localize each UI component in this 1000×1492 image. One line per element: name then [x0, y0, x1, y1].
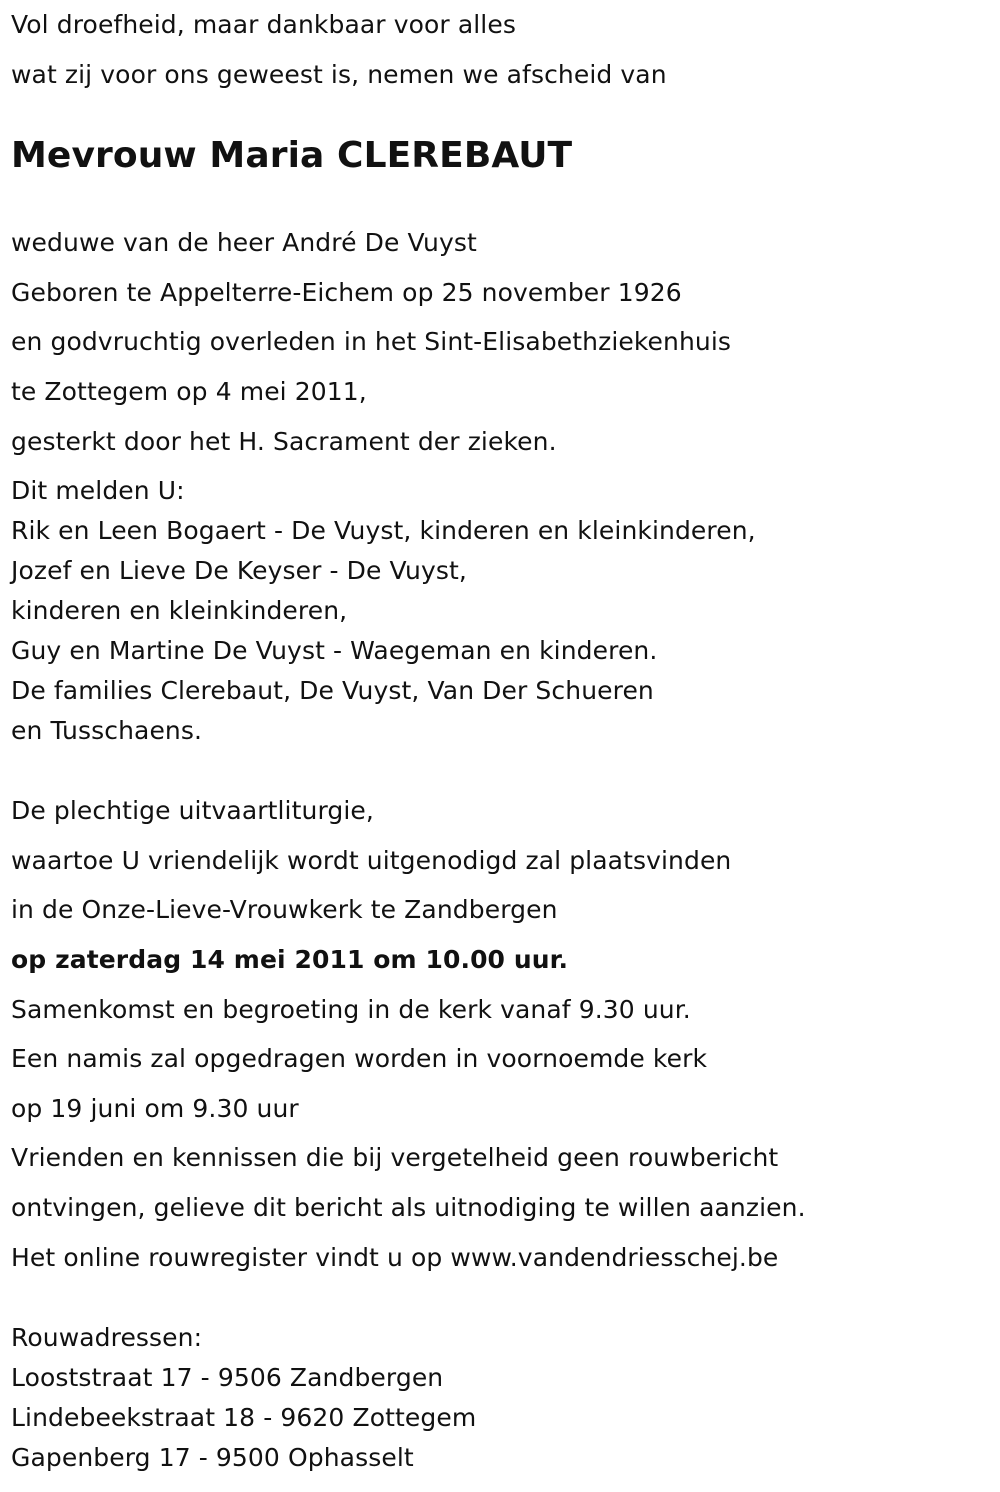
address-line: Looststraat 17 - 9506 Zandbergen [11, 1363, 444, 1392]
addresses-heading: Rouwadressen: [11, 1323, 203, 1352]
detail-line: en godvruchtig overleden in het Sint-Elisabethziekenhuis [11, 327, 732, 356]
announcer-line: Rik en Leen Bogaert - De Vuyst, kinderen en kleinkinderen, [11, 516, 756, 545]
announcer-line: en Tusschaens. [11, 716, 203, 745]
announcers-heading: Dit melden U: [11, 476, 185, 505]
address-line: Lindebeekstraat 18 - 9620 Zottegem [11, 1403, 477, 1432]
announcer-line: Guy en Martine De Vuyst - Waegeman en kinderen. [11, 636, 658, 665]
ceremony-line: in de Onze-Lieve-Vrouwkerk te Zandbergen [11, 895, 558, 924]
info-line: Samenkomst en begroeting in de kerk vanaf 9.30 uur. [11, 995, 691, 1024]
detail-line: gesterkt door het H. Sacrament der zieken. [11, 427, 557, 456]
info-line: Het online rouwregister vindt u op www.vandendriesschej.be [11, 1243, 779, 1272]
info-line: ontvingen, gelieve dit bericht als uitnodiging te willen aanzien. [11, 1193, 806, 1222]
deceased-name: Mevrouw Maria CLEREBAUT [11, 135, 573, 176]
ceremony-line: waartoe U vriendelijk wordt uitgenodigd zal plaatsvinden [11, 846, 732, 875]
detail-line: Geboren te Appelterre-Eichem op 25 november 1926 [11, 278, 682, 307]
detail-line: te Zottegem op 4 mei 2011, [11, 377, 367, 406]
detail-line: weduwe van de heer André De Vuyst [11, 228, 477, 257]
info-line: op 19 juni om 9.30 uur [11, 1094, 299, 1123]
intro-line: wat zij voor ons geweest is, nemen we afscheid van [11, 60, 667, 89]
announcer-line: kinderen en kleinkinderen, [11, 596, 348, 625]
info-line: Een namis zal opgedragen worden in voornoemde kerk [11, 1044, 708, 1073]
intro-line: Vol droefheid, maar dankbaar voor alles [11, 10, 516, 39]
ceremony-line: De plechtige uitvaartliturgie, [11, 796, 374, 825]
ceremony-date: op zaterdag 14 mei 2011 om 10.00 uur. [11, 945, 569, 974]
address-line: Gapenberg 17 - 9500 Ophasselt [11, 1443, 414, 1472]
announcer-line: Jozef en Lieve De Keyser - De Vuyst, [11, 556, 467, 585]
info-line: Vrienden en kennissen die bij vergetelheid geen rouwbericht [11, 1143, 779, 1172]
announcer-line: De families Clerebaut, De Vuyst, Van Der Schueren [11, 676, 654, 705]
